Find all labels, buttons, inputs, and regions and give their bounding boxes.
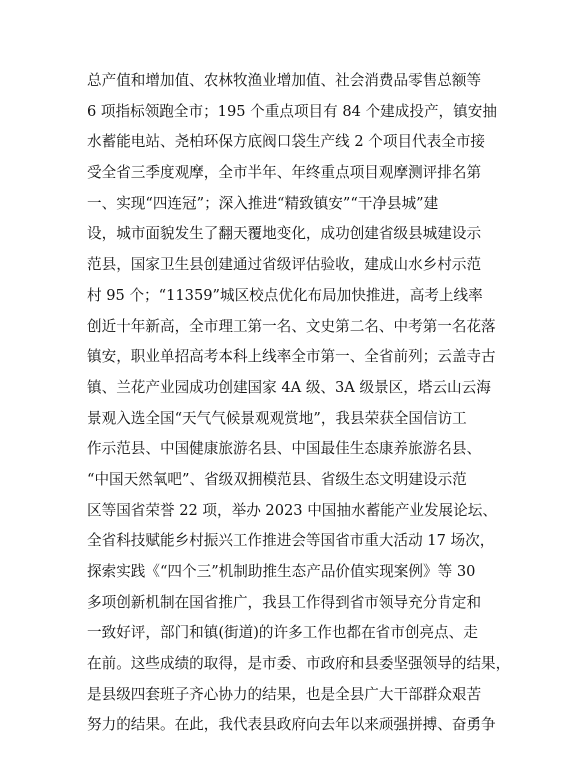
text-line: 总产值和增加值、农林牧渔业增加值、社会消费品零售总额等: [87, 72, 482, 89]
text-line: 水蓄能电站、尧柏环保方底阀口袋生产线 2 个项目代表全市接: [87, 133, 486, 151]
text-line: 一致好评，部门和镇(街道)的许多工作也都在省市创亮点、走: [87, 624, 478, 642]
text-line: 全省科技赋能乡村振兴工作推进会等国省市重大活动 17 场次，: [87, 532, 495, 550]
text-line: 努力的结果。在此，我代表县政府向去年以来顽强拼搏、奋勇争: [87, 716, 496, 734]
text-line: 受全省三季度观摩，全市半年、年终重点项目观摩测评排名第: [87, 164, 482, 182]
text-line: 探索实践《“四个三”机制助推生态产品价值实现案例》等 30: [87, 563, 476, 580]
text-line: 是县级四套班子齐心协力的结果，也是全县广大干部群众艰苦: [87, 685, 482, 703]
text-line: 作示范县、中国健康旅游名县、中国最佳生态康养旅游名县、: [87, 440, 482, 458]
text-line: 在前。这些成绩的取得，是市委、市政府和县委坚强领导的结果，: [87, 655, 511, 673]
text-line: 6 项指标领跑全市；195 个重点项目有 84 个建成投产，镇安抽: [87, 102, 497, 120]
body-paragraph: [87, 66, 511, 741]
text-line: 镇、兰花产业园成功创建国家 4A 级、3A 级景区，塔云山云海: [87, 378, 491, 396]
text-line: 范县，国家卫生县创建通过省级评估验收，建成山水乡村示范: [87, 256, 482, 274]
text-line: 区等国省荣誉 22 项，举办 2023 中国抽水蓄能产业发展论坛、: [87, 501, 497, 519]
text-line: 设，城市面貌发生了翻天覆地变化，成功创建省级县城建设示: [87, 225, 482, 243]
text-line: 村 95 个；“11359”城区校点优化布局加快推进，高考上线率: [87, 286, 483, 304]
text-line: 镇安，职业单招高考本科上线率全市第一、全省前列；云盖寺古: [87, 348, 496, 366]
text-line: 多项创新机制在国省推广，我县工作得到省市领导充分肯定和: [87, 593, 482, 611]
text-line: 景观入选全国“天气气候景观观赏地”，我县荣获全国信访工: [87, 409, 467, 427]
text-line: 一、实现“四连冠”；深入推进“精致镇安”“干净县城”建: [87, 194, 439, 212]
text-line: “中国天然氧吧”、省级双拥模范县、省级生态文明建设示范: [87, 470, 467, 488]
text-line: 创近十年新高，全市理工第一名、文史第二名、中考第一名花落: [87, 317, 496, 335]
